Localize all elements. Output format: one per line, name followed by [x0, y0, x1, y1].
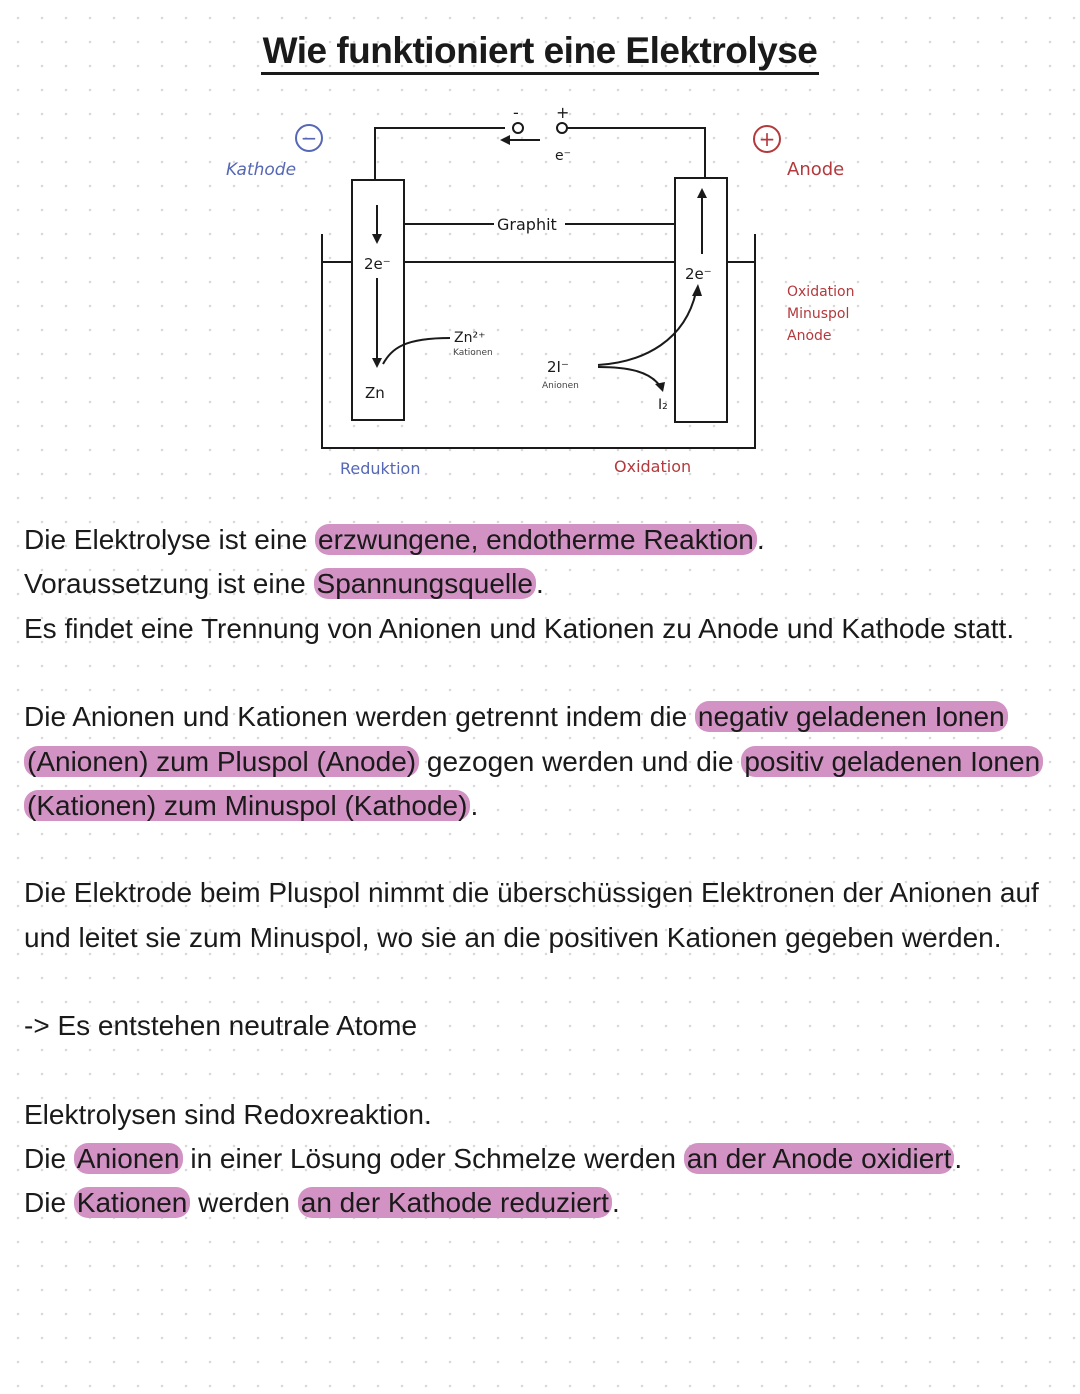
paragraph-4: [24, 695, 1064, 829]
highlighted-text: negativ geladenen Ionen (Anionen) zum Pluspol (Anode): [24, 701, 1008, 777]
graphit-label: Graphit: [497, 215, 557, 234]
text-segment: Die Elektrolyse ist eine: [24, 524, 316, 555]
circuit-wire: [375, 128, 505, 180]
text-segment: gezogen werden und die: [419, 745, 742, 777]
highlighted-text: an der Kathode reduziert: [298, 1187, 612, 1218]
mnemonic-oxidation: Oxidation: [787, 284, 855, 300]
electron-label: e⁻: [555, 148, 572, 164]
text-segment: .: [611, 1187, 620, 1218]
paragraph-6: [24, 1004, 1064, 1049]
text-segment: Voraussetzung ist eine: [24, 568, 314, 599]
text-segment: werden: [190, 1187, 298, 1218]
highlighted-text: an der Anode oxidiert: [684, 1143, 955, 1174]
text-segment: Elektrolysen sind Redoxreaktion.: [24, 1099, 432, 1130]
text-segment: .: [756, 524, 765, 555]
electron-flow-arrow-icon: [500, 135, 510, 145]
paragraph-5: [24, 871, 1064, 960]
text-segment: -> Es entstehen neutrale Atome: [24, 1010, 418, 1041]
mnemonic-minuspol: Minuspol: [787, 306, 850, 322]
text-segment: Die: [24, 1143, 74, 1174]
plus-pole-symbol: [754, 126, 780, 152]
source-minus-sign: -: [513, 103, 519, 122]
paragraph-9: [24, 1181, 1064, 1226]
text-segment: Die Anionen und Kationen werden getrennt indem die: [24, 701, 695, 732]
kationen-label: Kationen: [453, 348, 493, 358]
svg-text:−: −: [300, 126, 318, 150]
highlighted-text: positiv geladenen Ionen (Kationen) zum Minuspol (Kathode): [24, 746, 1043, 822]
highlighted-text: erzwungene, endotherme Reaktion: [315, 524, 757, 555]
paragraph-2: [24, 562, 1064, 607]
electrolysis-diagram: [0, 0, 1080, 500]
paragraph-8: [24, 1137, 1064, 1182]
circuit-wire-right: [565, 128, 705, 180]
oxidation-label: Oxidation: [614, 457, 692, 476]
text-segment: Die: [24, 1187, 74, 1218]
arrow-icon: [655, 382, 665, 392]
electrons-left-label: 2e⁻: [364, 255, 391, 273]
svg-text:+: +: [758, 127, 776, 151]
reduktion-label: Reduktion: [340, 459, 421, 478]
text-segment: .: [535, 568, 544, 599]
voltage-source: [500, 103, 571, 164]
zn-label: Zn: [365, 384, 385, 402]
source-plus-sign: +: [556, 103, 570, 122]
anionen-label: Anionen: [542, 381, 579, 391]
iodide-label: 2I⁻: [547, 358, 569, 376]
anode-label: Anode: [787, 159, 845, 180]
text-segment: in einer Lösung oder Schmelze werden: [182, 1143, 684, 1174]
mnemonic-anode: Anode: [787, 328, 832, 344]
text-segment: .: [954, 1143, 963, 1174]
page-title: Wie funktioniert eine Elektrolyse: [0, 30, 1080, 72]
text-segment: Die Elektrode beim Pluspol nimmt die überschüssigen Elektronen der Anionen auf und leitet sie zum Minuspol, wo sie an die positiven Kationen gegeben werden.: [24, 877, 1039, 953]
electrons-right-label: 2e⁻: [685, 265, 712, 283]
cathode-label: Kathode: [226, 160, 297, 180]
paragraph-7: [24, 1093, 1064, 1138]
iodine-label: I₂: [658, 397, 668, 413]
highlighted-text: Anionen: [74, 1143, 183, 1174]
paragraph-3: [24, 607, 1064, 652]
minus-pole-symbol: [296, 125, 322, 151]
paragraph-1: [24, 518, 1064, 563]
text-segment: .: [470, 790, 479, 821]
zn-ion-label: Zn²⁺: [454, 330, 486, 346]
highlighted-text: Kationen: [74, 1187, 191, 1218]
highlighted-text: Spannungsquelle: [314, 568, 536, 599]
text-segment: Es findet eine Trennung von Anionen und Kationen zu Anode und Kathode statt.: [24, 613, 1015, 644]
